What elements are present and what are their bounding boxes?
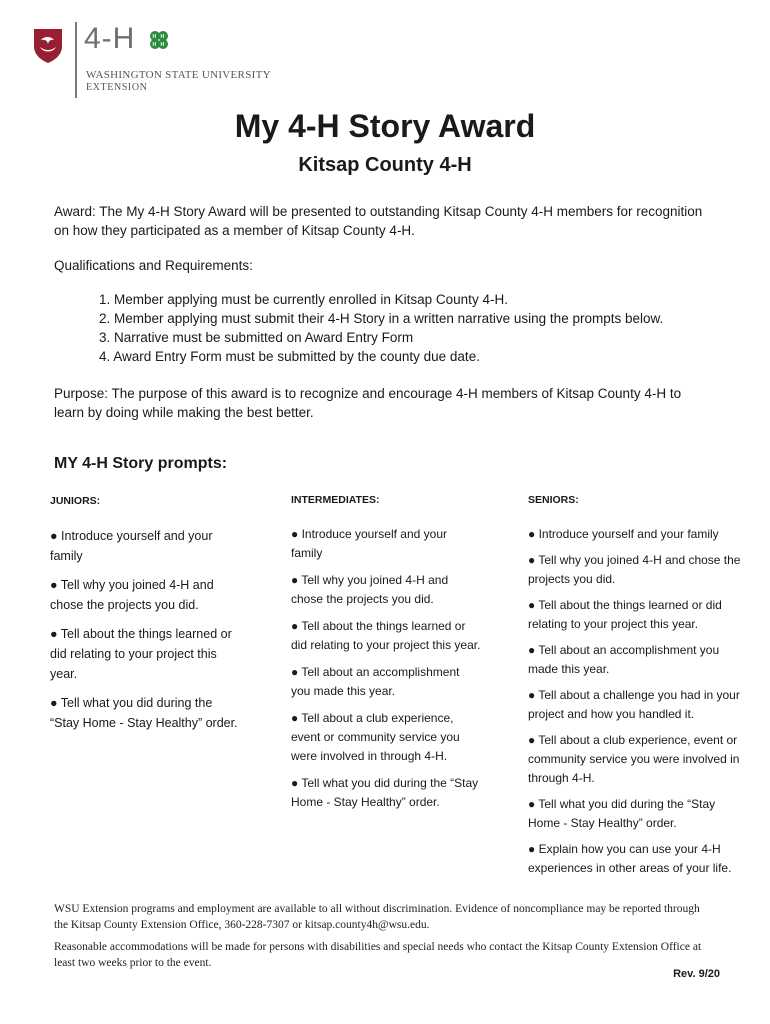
qualifications-heading: Qualifications and Requirements: (54, 258, 253, 273)
seniors-heading: SENIORS: (528, 494, 579, 506)
svg-text:H: H (160, 42, 165, 48)
prompt-item: ● Tell about the things learned or did relating to your project this year. (291, 619, 481, 652)
svg-text:H: H (160, 34, 165, 40)
prompt-item: ● Tell why you joined 4-H and chose the projects you did. (528, 553, 741, 586)
page-subtitle: Kitsap County 4-H (298, 154, 472, 176)
logo-divider (75, 22, 77, 98)
prompt-item: ● Tell about a challenge you had in your project and how you handled it. (528, 688, 740, 721)
prompt-item: ● Tell what you did during the “Stay Home - Stay Healthy” order. (50, 696, 238, 730)
revision-label: Rev. 9/20 (673, 968, 720, 980)
seniors-column (528, 491, 743, 885)
prompt-item: ● Explain how you can use your 4-H experiences in other areas of your life. (528, 842, 732, 875)
prompt-item: ● Introduce yourself and your family (50, 529, 213, 563)
wsu-4h-logo (33, 22, 271, 100)
prompt-item: ● Tell about the things learned or did relating to your project this year. (528, 598, 722, 631)
requirement-item: 4. Award Entry Form must be submitted by the county due date. (99, 349, 480, 364)
accommodations-notice: Reasonable accommodations will be made for persons with disabilities and special needs who contact the Kitsap County Extension Office at least two weeks prior to the event. (54, 941, 702, 969)
juniors-heading: JUNIORS: (50, 495, 101, 507)
page-title: My 4-H Story Award (234, 108, 536, 144)
prompt-item: ● Tell why you joined 4-H and chose the projects you did. (291, 573, 449, 606)
svg-text:H: H (152, 34, 157, 40)
requirement-item: 2. Member applying must submit their 4-H Story in a written narrative using the prompts below. (99, 311, 664, 326)
prompt-item: ● Tell what you did during the “Stay Home - Stay Healthy” order. (291, 776, 479, 809)
prompt-item: ● Tell about a club experience, event or community service you were involved in through 4-H. (291, 711, 460, 763)
prompts-heading: MY 4-H Story prompts: (54, 455, 228, 472)
prompt-item: ● Introduce yourself and your family (291, 527, 447, 560)
nondiscrimination-notice: WSU Extension programs and employment are available to all without discrimination. Evidence of noncompliance may be reported through the Kitsap County Extension Office, 360-228-7307 or kitsap.county4h@wsu.edu. (54, 903, 700, 931)
logo-extension-text: EXTENSION (86, 82, 148, 93)
logo-university-text: WASHINGTON STATE UNIVERSITY (86, 69, 271, 81)
wsu-shield-icon (33, 28, 63, 64)
requirement-item: 3. Narrative must be submitted on Award Entry Form (99, 330, 414, 345)
requirement-item: 1. Member applying must be currently enrolled in Kitsap County 4-H. (99, 292, 508, 307)
juniors-column (50, 491, 240, 742)
prompt-item: ● Tell what you did during the “Stay Home - Stay Healthy” order. (528, 797, 716, 830)
prompt-item: ● Tell about a club experience, event or community service you were involved in through 4-H. (528, 733, 740, 785)
prompt-item: ● Introduce yourself and your family (528, 527, 719, 541)
svg-text:H: H (152, 42, 157, 48)
prompt-item: ● Tell about the things learned or did relating to your project this year. (50, 627, 232, 681)
intermediates-heading: INTERMEDIATES: (291, 494, 380, 506)
prompt-item: ● Tell about an accomplishment you made this year. (291, 665, 460, 698)
requirements-list (99, 290, 739, 366)
intermediates-column (291, 491, 481, 820)
award-description: Award: The My 4-H Story Award will be presented to outstanding Kitsap County 4-H members for recognition on how they participated as a member of Kitsap County 4-H. (54, 204, 703, 238)
prompt-item: ● Tell why you joined 4-H and chose the projects you did. (50, 578, 214, 612)
four-leaf-clover-icon (147, 28, 171, 52)
logo-4h-text: 4-H (84, 22, 136, 55)
purpose-text: Purpose: The purpose of this award is to recognize and encourage 4-H members of Kitsap County 4-H to learn by doing while making the best better. (54, 386, 682, 420)
prompt-item: ● Tell about an accomplishment you made this year. (528, 643, 720, 676)
